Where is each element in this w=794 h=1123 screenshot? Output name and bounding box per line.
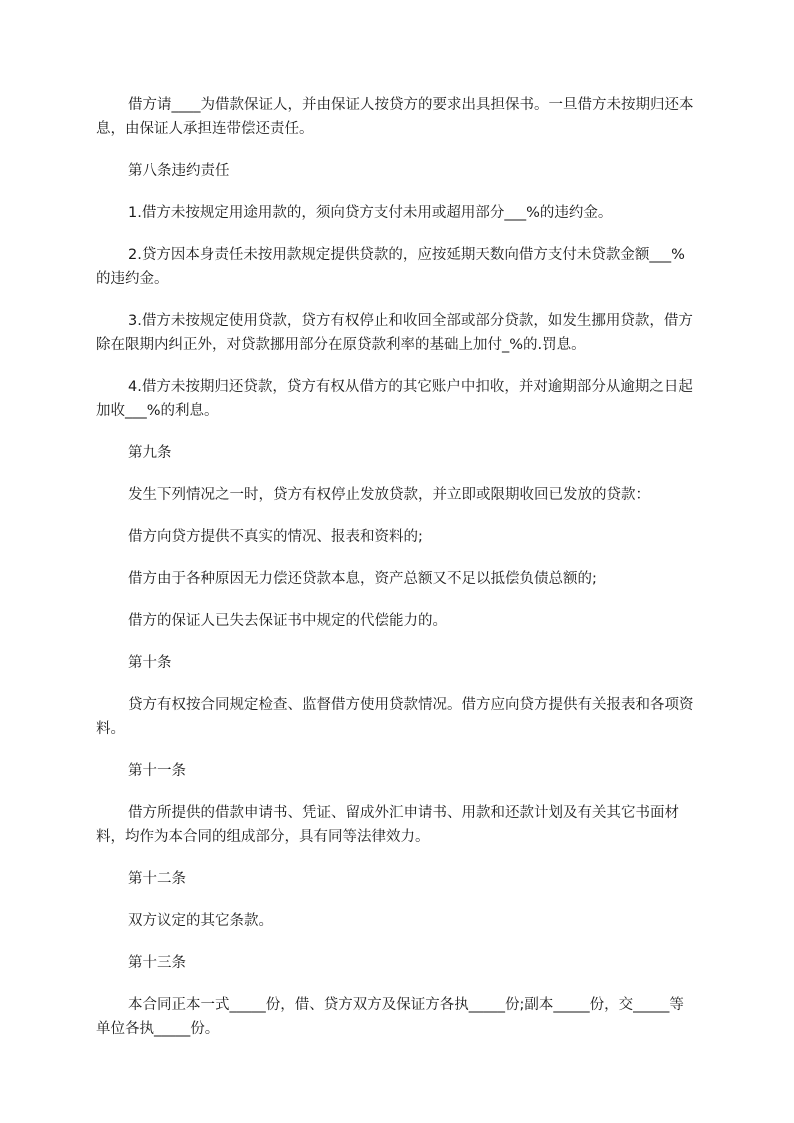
breach-item-3: 3.借方未按规定使用贷款，贷方有权停止和收回全部或部分贷款，如发生挪用贷款，借方除在限期内纠正外，对贷款挪用部分在原贷款利率的基础上加付_%的.罚息。 [96, 313, 693, 353]
article-9-condition-1: 借方向贷方提供不真实的情况、报表和资料的; [128, 529, 423, 545]
guarantor-clause-paragraph: 借方请____为借款保证人，并由保证人按贷方的要求出具担保书。一旦借方未按期归还本息，由保证人承担连带偿还责任。 [96, 97, 694, 137]
article-12-body: 双方议定的其它条款。 [128, 913, 273, 929]
article-10-body: 贷方有权按合同规定检查、监督借方使用贷款情况。借方应向贷方提供有关报表和各项资料。 [96, 697, 694, 737]
article-12-heading: 第十二条 [128, 871, 186, 887]
article-9-condition-2: 借方由于各种原因无力偿还贷款本息，资产总额又不足以抵偿负债总额的; [128, 571, 597, 587]
article-10-heading: 第十条 [128, 655, 172, 671]
article-8-heading: 第八条违约责任 [128, 163, 230, 179]
breach-item-1: 1.借方未按规定用途用款的，须向贷方支付未用或超用部分___%的违约金。 [128, 205, 613, 221]
article-9-heading: 第九条 [128, 445, 172, 461]
article-13-heading: 第十三条 [128, 955, 186, 971]
document-body [96, 93, 696, 1059]
breach-item-2: 2.贷方因本身责任未按用款规定提供贷款的，应按延期天数向借方支付未贷款金额___%的违约金。 [96, 247, 685, 287]
article-9-intro: 发生下列情况之一时，贷方有权停止发放贷款，并立即或限期收回已发放的贷款： [128, 487, 650, 503]
breach-item-4: 4.借方未按期归还贷款，贷方有权从借方的其它账户中扣收，并对逾期部分从逾期之日起加收___%的利息。 [96, 379, 693, 419]
article-13-body: 本合同正本一式_____份，借、贷方双方及保证方各执_____份;副本_____份，交_____等单位各执_____份。 [96, 997, 684, 1037]
article-9-condition-3: 借方的保证人已失去保证书中规定的代偿能力的。 [128, 613, 447, 629]
article-11-body: 借方所提供的借款申请书、凭证、留成外汇申请书、用款和还款计划及有关其它书面材料，均作为本合同的组成部分，具有同等法律效力。 [96, 805, 679, 845]
article-11-heading: 第十一条 [128, 763, 186, 779]
